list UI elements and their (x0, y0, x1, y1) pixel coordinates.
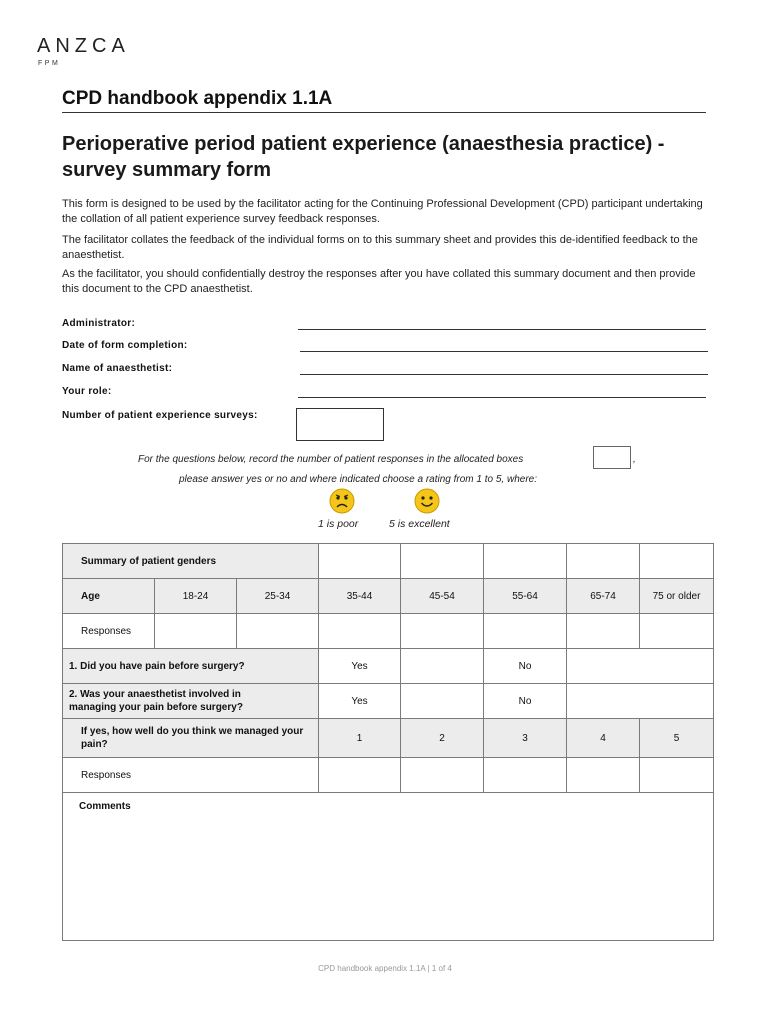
q2-yes-cell (318, 683, 401, 719)
intro-paragraph-1: This form is designed to be used by the facilitator acting for the Continuing Professional Development (CPD) participant undertaking the collation of all patient experience survey feedback responses. (62, 198, 703, 225)
age-group-cell (566, 578, 640, 614)
q2-no-cell (483, 683, 567, 719)
age-responses-label: Responses (81, 625, 132, 637)
comments-box[interactable] (62, 792, 714, 941)
excellent-caption: 5 is excellent (389, 518, 450, 530)
genders-header: Summary of patient genders (81, 555, 217, 567)
q2-no-label: No (518, 695, 532, 707)
date-label: Date of form completion: (62, 340, 188, 351)
q3-cell (62, 718, 319, 758)
age-response-input[interactable] (154, 613, 237, 649)
q1-yes-cell (318, 648, 401, 684)
form-title: Perioperative period patient experience (anaesthesia practice) - survey summary form (62, 133, 665, 181)
q2-cell (62, 683, 319, 719)
age-group-cell (154, 578, 237, 614)
rating-responses-label: Responses (81, 769, 132, 781)
rating-cell (400, 718, 484, 758)
rating-cell (318, 718, 401, 758)
document-title: CPD handbook appendix 1.1A (62, 88, 333, 109)
age-group-label: 45-54 (429, 590, 455, 602)
rating-response-input[interactable] (318, 757, 401, 793)
q1-no-cell (483, 648, 567, 684)
rating-label: 1 (356, 732, 363, 744)
q1-cell (62, 648, 319, 684)
rating-label: 3 (522, 732, 528, 744)
q1-text: 1. Did you have pain before surgery? (69, 660, 245, 672)
age-response-input[interactable] (400, 613, 484, 649)
q3-text: If yes, how well do you think we managed your pain? (81, 726, 304, 750)
age-group-cell (318, 578, 401, 614)
genders-header-cell (62, 543, 319, 579)
age-label-cell (62, 578, 155, 614)
age-group-cell (400, 578, 484, 614)
age-response-input[interactable] (318, 613, 401, 649)
age-group-cell (483, 578, 567, 614)
intro-paragraph-3: As the facilitator, you should confidentially destroy the responses after you have collated this summary document and then provide this document to the CPD anaesthetist. (62, 268, 696, 295)
age-response-input[interactable] (566, 613, 640, 649)
q1-no-label: No (518, 660, 532, 672)
q2-yes-input[interactable] (400, 683, 484, 719)
age-responses-label-cell (62, 613, 155, 649)
example-response-box (593, 446, 631, 469)
q1-no-input[interactable] (566, 648, 714, 684)
genders-cell-1[interactable] (318, 543, 401, 579)
rating-cell (639, 718, 714, 758)
age-response-input[interactable] (639, 613, 714, 649)
sad-face-icon (329, 488, 355, 514)
q2-no-input[interactable] (566, 683, 714, 719)
logo-subtext: FPM (38, 60, 61, 67)
logo-wordmark: ANZCA (37, 35, 130, 57)
rating-response-input[interactable] (483, 757, 567, 793)
age-group-label: 65-74 (590, 590, 616, 602)
age-group-label: 18-24 (182, 590, 209, 602)
title-divider (62, 112, 706, 113)
instructions-comma: , (633, 454, 636, 465)
rating-response-input[interactable] (566, 757, 640, 793)
num-surveys-input[interactable] (296, 408, 384, 441)
rating-cell (566, 718, 640, 758)
role-label: Your role: (62, 386, 112, 397)
age-group-label: 55-64 (512, 590, 538, 602)
rating-label: 4 (600, 732, 606, 744)
genders-cell-2[interactable] (400, 543, 484, 579)
date-field[interactable] (300, 351, 708, 352)
num-surveys-label: Number of patient experience surveys: (62, 410, 258, 421)
happy-face-icon (414, 488, 440, 514)
age-group-label: 35-44 (346, 590, 373, 602)
administrator-label: Administrator: (62, 318, 136, 329)
age-group-cell (639, 578, 714, 614)
q1-yes-input[interactable] (400, 648, 484, 684)
rating-label: 2 (439, 732, 445, 744)
poor-caption: 1 is poor (318, 518, 359, 530)
age-group-label: 25-34 (264, 590, 291, 602)
instructions-line-2: please answer yes or no and where indicated choose a rating from 1 to 5, where: (179, 474, 537, 485)
role-field[interactable] (298, 397, 706, 398)
instructions-line-1: For the questions below, record the number of patient responses in the allocated boxes (138, 454, 524, 465)
page-footer: CPD handbook appendix 1.1A | 1 of 4 (318, 964, 452, 973)
rating-responses-label-cell (62, 757, 319, 793)
age-response-input[interactable] (236, 613, 319, 649)
genders-cell-3[interactable] (483, 543, 567, 579)
age-label: Age (81, 590, 100, 602)
anaesthetist-name-field[interactable] (300, 374, 708, 375)
genders-cell-5[interactable] (639, 543, 714, 579)
q2-yes-label: Yes (351, 695, 368, 707)
anzca-logo (37, 35, 130, 58)
q2-text: 2. Was your anaesthetist involved in managing your pain before surgery? (69, 689, 243, 713)
rating-cell (483, 718, 567, 758)
age-response-input[interactable] (483, 613, 567, 649)
q1-yes-label: Yes (351, 660, 368, 672)
age-group-cell (236, 578, 319, 614)
age-group-label: 75 or older (652, 590, 701, 602)
anaesthetist-name-label: Name of anaesthetist: (62, 363, 173, 374)
rating-label: 5 (673, 732, 680, 744)
rating-response-input[interactable] (639, 757, 714, 793)
comments-label: Comments (79, 801, 131, 812)
administrator-field[interactable] (298, 329, 706, 330)
rating-response-input[interactable] (400, 757, 484, 793)
intro-paragraph-2: The facilitator collates the feedback of the individual forms on to this summary sheet and provides this de-identified feedback to the anaesthetist. (62, 234, 698, 261)
genders-cell-4[interactable] (566, 543, 640, 579)
